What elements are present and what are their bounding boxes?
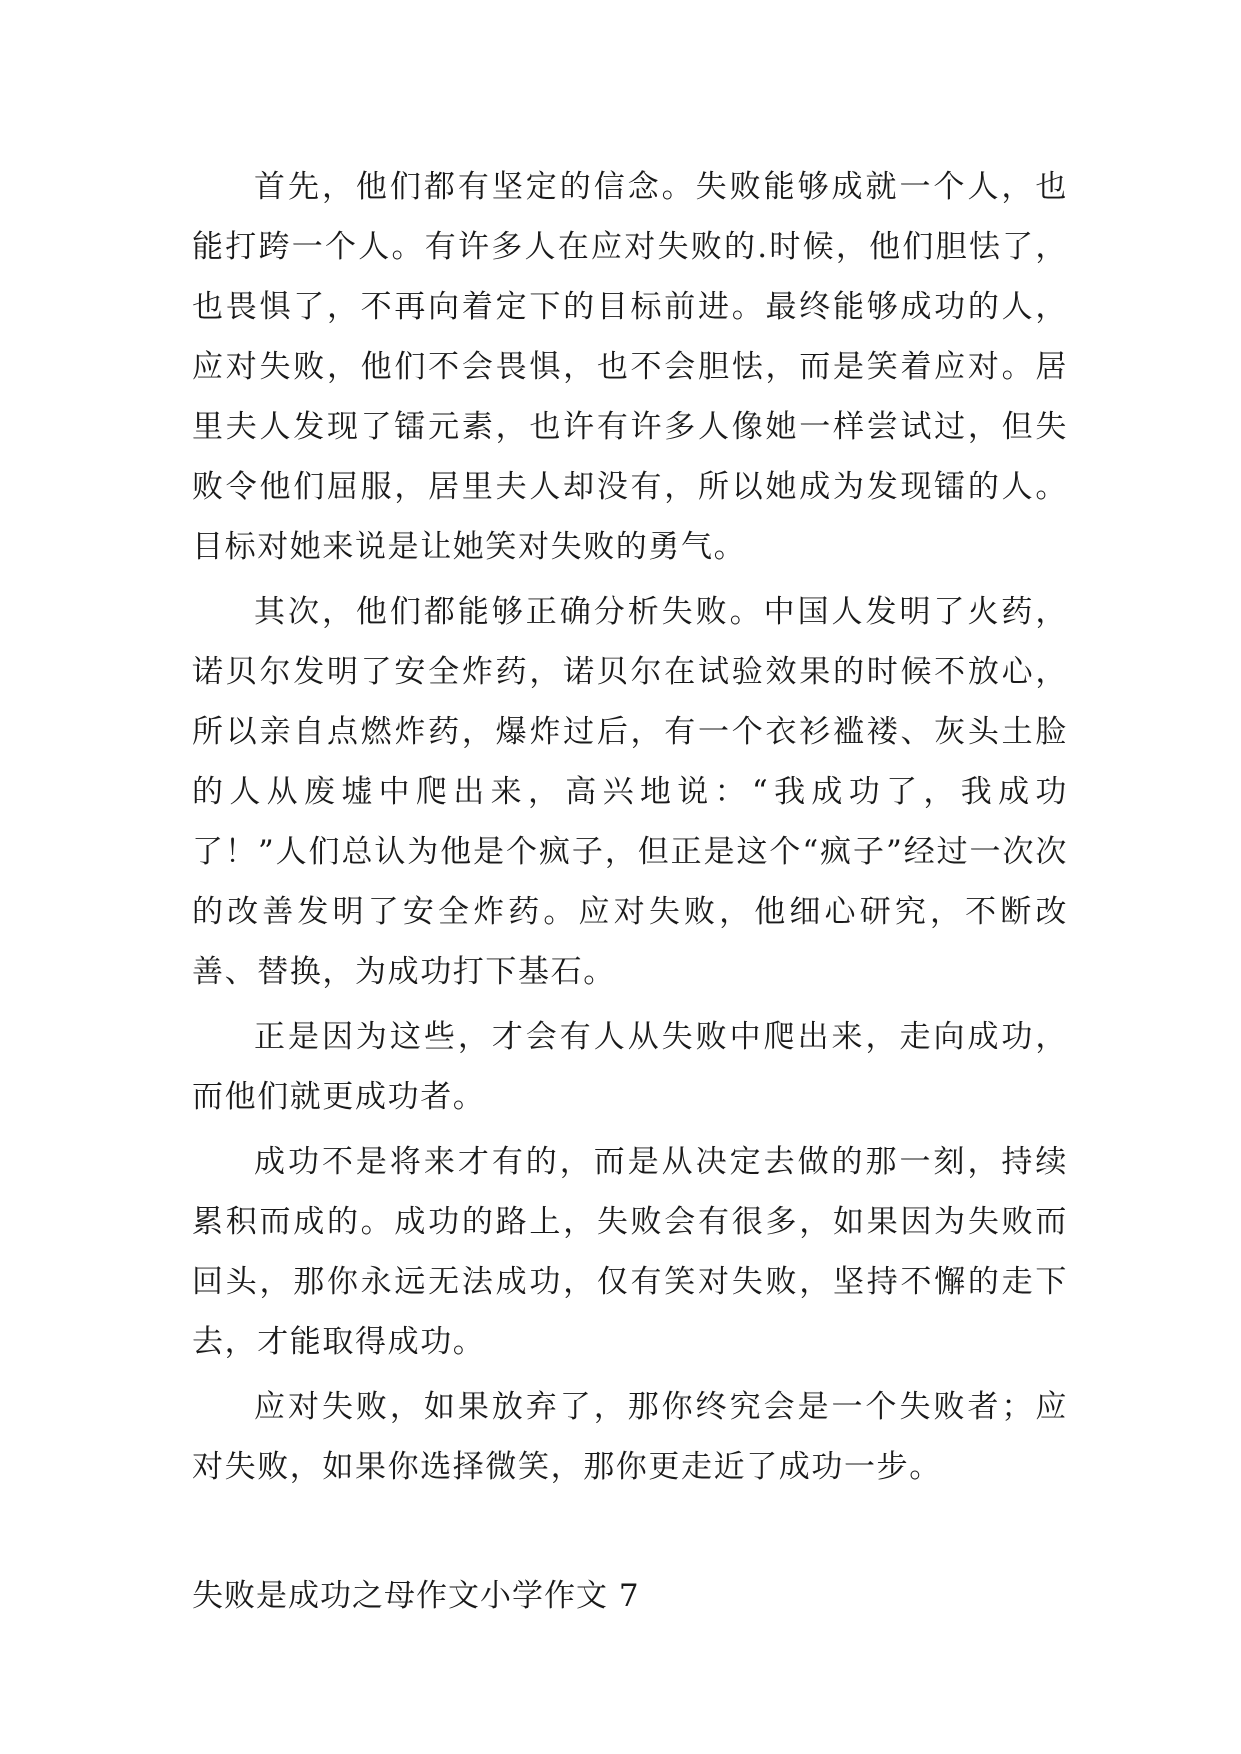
paragraph-3: 正是因为这些，才会有人从失败中爬出来，走向成功，而他们就更成功者。 [192, 1019, 1068, 1115]
paragraph-4: 成功不是将来才有的，而是从决定去做的那一刻，持续累积而成的。成功的路上，失败会有很多，如果因为失败而回头，那你永远无法成功，仅有笑对失败，坚持不懈的走下去，才能取得成功。 [192, 1144, 1068, 1360]
essay-body [192, 157, 1068, 1502]
paragraph-1: 首先，他们都有坚定的信念。失败能够成就一个人，也能打跨一个人。有许多人在应对失败的.时候，他们胆怯了，也畏惧了，不再向着定下的目标前进。最终能够成功的人，应对失败，他们不会畏惧，也不会胆怯，而是笑着应对。居里夫人发现了镭元素，也许有许多人像她一样尝试过，但失败令他们屈服，居里夫人却没有，所以她成为发现镭的人。目标对她来说是让她笑对失败的勇气。 [192, 169, 1068, 565]
paragraph-2: 其次，他们都能够正确分析失败。中国人发明了火药，诺贝尔发明了安全炸药，诺贝尔在试验效果的时候不放心，所以亲自点燃炸药，爆炸过后，有一个衣衫褴褛、灰头土脸的人从废墟中爬出来，高兴地说：“我成功了，我成功了！”人们总认为他是个疯子，但正是这个“疯子”经过一次次的改善发明了安全炸药。应对失败，他细心研究，不断改善、替换，为成功打下基石。 [192, 594, 1068, 990]
paragraph-5: 应对失败，如果放弃了，那你终究会是一个失败者；应对失败，如果你选择微笑，那你更走近了成功一步。 [192, 1389, 1068, 1485]
section-heading: 失败是成功之母作文小学作文 7 [192, 1578, 640, 1614]
